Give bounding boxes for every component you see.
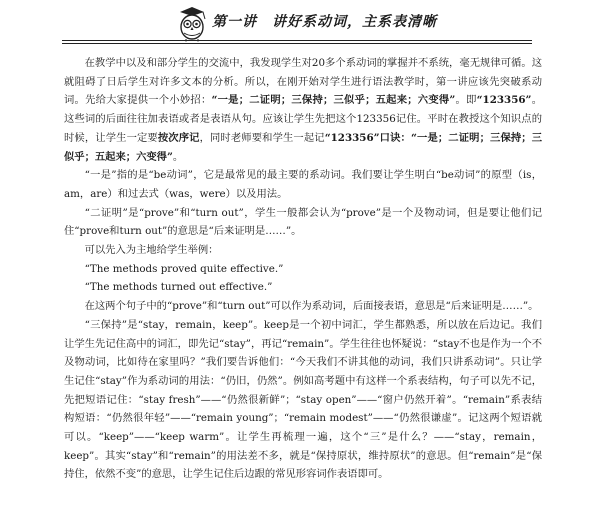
page-header xyxy=(0,0,594,44)
paragraph-stay-remain-keep: “三保持”是“stay，remain，keep”。keep是一个初中词汇，学生都熟悉，所以放在后边记。我们让学生先记住高中的词汇，即先记“stay”，再记“remain”。学生往往也怀疑说：“stay不也是作为一个不及物动词，比如待在家里吗？”我们要告诉他们：“今天我们不讲其他的动词，我们只讲系动词”。只让学生记住“stay”作为系动词的用法：“仍旧，仍然”。例如高考题中有这样一个系表结构，句子可以先不记，先把短语记住：“stay fresh”——“仍然很新鲜”；“stay open”——“窗户仍然开着”。“remain”系表结构短语：“仍然很年轻”——“remain young”；“remain modest”——“仍然很谦虚”。记这两个短语就可以。“keep”——“keep warm”。让学生再梳理一遍，这个“三”是什么？——“stay，remain，keep”。其实“stay”和“remain”的用法差不多，就是“保持原状，维持原状”的意思。但“remain”是“保持住，依然不变”的意思，让学生记住后边跟的常见形容词作表语即可。 xyxy=(64,318,542,481)
page-title: 第一讲 讲好系动词，主系表清晰 xyxy=(212,14,437,30)
owl-mascot-icon xyxy=(172,4,212,42)
example-sentence-2: “The methods turned out effective.” xyxy=(84,281,273,294)
paragraph-be-verb: “一是”指的是“be动词”，它是最常见的最主要的系动词。我们要让学生明白“be动词”的原型（is，am，are）和过去式（was，were）以及用法。 xyxy=(64,169,542,200)
example-sentence-1: “The methods proved quite effective.” xyxy=(84,262,284,275)
mnemonic-rhyme-bold: “123356”口诀：“一是；二证明；三保持；三似乎；五起来；六变得” xyxy=(64,131,543,163)
header-rule-top xyxy=(62,40,532,41)
paragraph-prove: “二证明”是“prove”和“turn out”，学生一般都会认为“prove”是一个及物动词，但是要让他们记住“prove和turn out”的意思是“后来证明是……”。 xyxy=(64,206,542,238)
paragraph-examples-intro: 可以先入为主地给学生举例： xyxy=(84,244,219,257)
document-body xyxy=(64,54,542,484)
mnemonic-bold: “一是；二证明；三保持；三似乎；五起来；六变得” xyxy=(211,94,456,107)
header-rule-bottom xyxy=(62,43,532,44)
paragraph-intro: 在教学中以及和部分学生的交流中，我发现学生对20多个系动词的掌握并不系统，毫无规律可循。这就阻碍了日后学生对许多文本的分析。所以，在刚开始对学生进行语法教学时，第一讲应该先突破系动词。先给大家提供一个小妙招：“一是；二证明；三保持；三似乎；五起来；六变得”。即“123356”。这些词的后面往往加表语或者是表语从句。应该让学生先把这个123356记住。平时在教授这个知识点的时候，让学生一定要按次序记，同时老师要和学生一起记“123356”口诀：“一是；二证明；三保持；三似乎；五起来；六变得”。 xyxy=(64,57,543,163)
order-bold: 按次序记 xyxy=(157,131,200,144)
number-code-bold: “123356” xyxy=(476,94,532,107)
paragraph-explanation: 在这两个句子中的“prove”和“turn out”可以作为系动词，后面接表语，意思是“后来证明是……”。 xyxy=(84,300,539,313)
